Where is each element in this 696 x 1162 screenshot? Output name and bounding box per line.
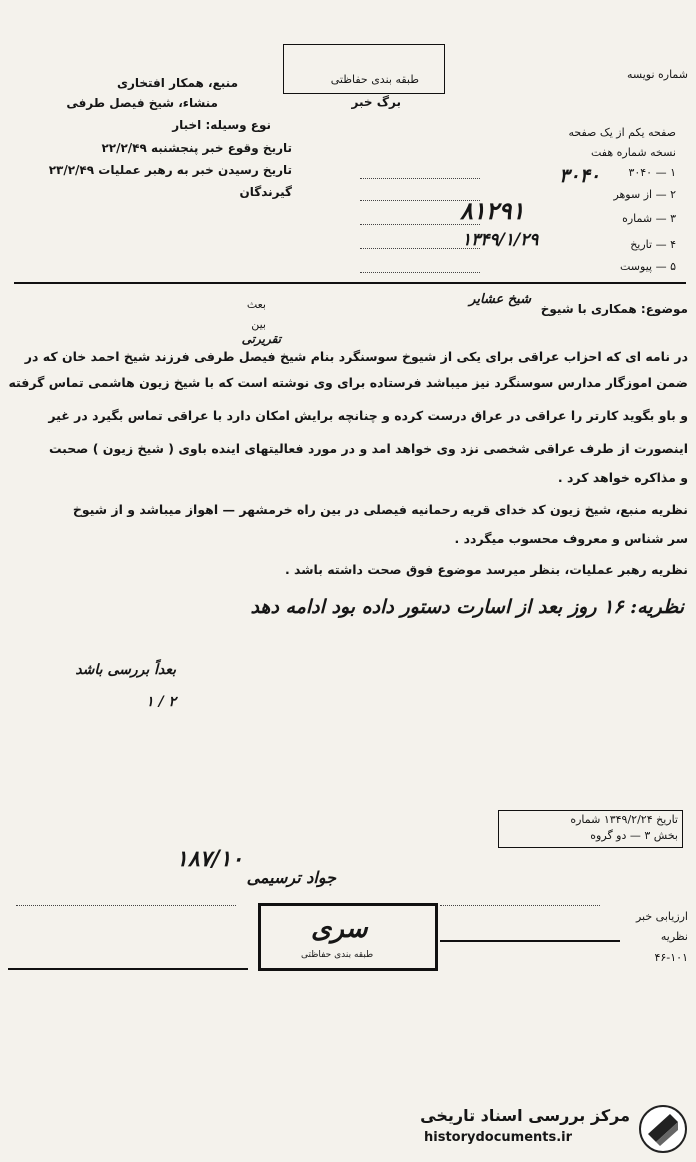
origin-label: منشاء، شیخ فیصل طرفی: [66, 96, 218, 110]
field-5: ۵ — پیوست: [620, 260, 676, 273]
subject-side-note-1: بعث: [246, 298, 266, 311]
handwritten-action: بعداً بررسی باشد: [75, 662, 176, 678]
handwritten-serial: ۱۸۷/۱۰: [176, 846, 244, 872]
handwritten-signature: جواد ترسیمی: [246, 868, 336, 887]
source-label: منبع، همکار افتخاری: [116, 76, 238, 90]
body-line-5: و مذاکره خواهد کرد .: [557, 470, 688, 485]
classification-label: طبقه بندی حفاظتی: [330, 73, 419, 86]
stamp-box: [498, 810, 683, 848]
subject-handwritten: شیخ عشایر: [469, 292, 531, 307]
opinion-line-1: نظریه منبع، شیخ زیون کد خدای قریه رحمانیه فیصلی در بین راه خرمشهر — اهواز میباشد و از شیوخ: [72, 502, 688, 517]
field-1: ۱ — ۳۰۴۰: [628, 166, 676, 179]
footer-divider: [8, 968, 248, 970]
classification-box: [283, 44, 445, 94]
body-line-2: ضمن اموزگار مدارس سوسنگرد نیز میباشد فرستاده برای وی نوشته است که با شیخ زیون هاشمی تماس گرفته: [8, 375, 688, 390]
watermark-url: historydocuments.ir: [424, 1130, 573, 1145]
report-date-label: تاریخ وقوع خبر پنجشنبه ۲۲/۲/۴۹: [101, 141, 292, 155]
footer-divider-right: [440, 940, 620, 942]
field-3: ۳ — شماره: [622, 212, 676, 225]
watermark-title: مرکز بررسی اسناد تاریخی: [420, 1106, 630, 1125]
handwritten-ref: ۸۱۲۹۱: [460, 196, 525, 225]
body-line-1: در نامه ای که احزاب عراقی برای یکی از شیوخ سوسنگرد بنام شیخ فیصل طرفی فرزند شیخ احمد خان که در: [24, 349, 688, 364]
received-date-label: تاریخ رسیدن خبر به رهبر عملیات ۲۳/۲/۴۹: [48, 163, 292, 177]
stamp-line-1: تاریخ ۱۳۴۹/۲/۲۴ شماره: [570, 813, 678, 826]
handwritten-number: ۳۰۴۰: [559, 165, 600, 187]
report-type-label: نوع وسیله: اخبار: [172, 118, 271, 132]
stamp-line-2: بخش ۳ — دو گروه: [590, 829, 678, 842]
field-4: ۴ — تاریخ: [630, 238, 676, 251]
handwritten-date: ۱۳۴۹/۱/۲۹: [462, 230, 539, 250]
header-divider: [14, 282, 686, 284]
body-line-3: و باو بگوید کارتر را عراقی در عراق درست کرده و چنانچه برایش امکان دارد با عراقی تماس بگیرد در غیر: [48, 408, 688, 423]
body-line-4: اینصورت از طرف عراقی شخصی نزد وی خواهد امد و در مورد فعالیتهای اینده باوی ( شیخ زیون ) صحبت: [48, 441, 688, 456]
form-code: ۴۶-۱۰۱: [654, 951, 688, 964]
secret-text: سری: [311, 914, 368, 944]
secret-subtext: طبقه بندی حفاظتی: [301, 950, 374, 960]
watermark-logo-icon: [638, 1104, 688, 1154]
subject-side-note-2: بین: [251, 318, 266, 331]
doc-type-label: برگ خبر: [351, 95, 401, 109]
opinion-label: نظریه: [660, 930, 688, 943]
watermark: [420, 1104, 690, 1154]
secret-stamp: [258, 903, 438, 971]
field-copy: نسخه شماره هفت: [590, 146, 676, 159]
field-page: صفحه یکم از یک صفحه: [568, 126, 676, 139]
page-number-label: شماره نویسه: [626, 68, 688, 81]
annotation-above-line1: تقریرتی: [241, 332, 281, 346]
evaluation-label: ارزیابی خبر: [635, 910, 688, 923]
handwritten-code: ۲ / ۱: [146, 694, 176, 710]
opinion-line-2: سر شناس و معروف محسوب میگردد .: [454, 531, 688, 546]
field-2: ۲ — از سوهر: [613, 188, 676, 201]
leader-opinion: نظریه رهبر عملیات، بنظر میرسد موضوع فوق صحت داشته باشد .: [284, 562, 688, 577]
handwritten-note: نظریه: ۱۶ روز بعد از اسارت دستور داده بود ادامه دهد: [250, 596, 684, 618]
subject-label: موضوع: همکاری با شیوخ: [540, 302, 688, 316]
recipients-label: گیرندگان: [239, 185, 292, 199]
